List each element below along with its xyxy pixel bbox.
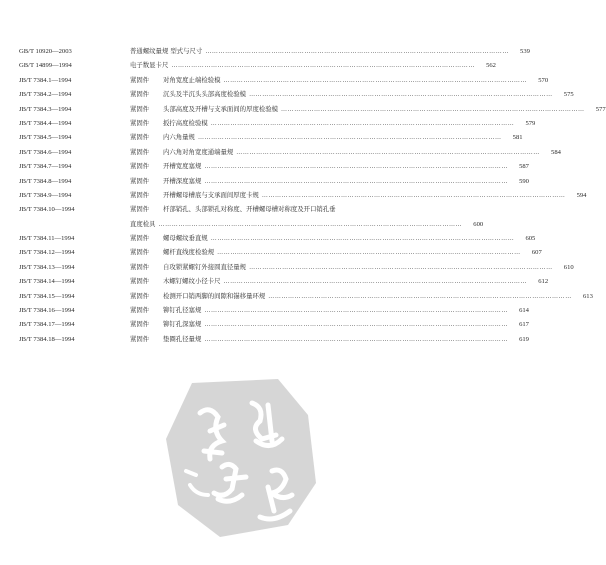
entry-title: 内六角量规 (163, 133, 195, 142)
standard-code: JB/T 7384.13—1994 (19, 263, 75, 271)
standard-code: JB/T 7384.11—1994 (19, 235, 75, 243)
page-number: 594 (576, 191, 587, 199)
standard-code: JB/T 7384.2—1994 (19, 91, 72, 99)
entry-category: 紧固件 (130, 277, 150, 286)
entry-title: 木螺钉螺纹小径卡尺 (163, 277, 221, 286)
toc-entry (19, 130, 523, 144)
page-number: 605 (525, 235, 536, 243)
toc-entry (19, 317, 529, 331)
entry-category: 紧固件 (130, 118, 150, 127)
entry-category: 紧固件 (130, 248, 150, 257)
entry-title: 直度检具 (130, 219, 156, 228)
dot-leader: ………………………………………………………………………………………………………………………… (268, 292, 572, 300)
toc-entry (19, 202, 430, 216)
dot-leader: ………………………………………………………………………………………………………………………… (210, 119, 515, 127)
entry-title: 沉头及半沉头头部高度检验模 (163, 90, 247, 99)
page-number: 590 (519, 177, 529, 185)
entry-title: 杆部销孔、头部锁孔对称度、开槽螺母槽对称度及开口销孔垂 (163, 205, 336, 214)
page-number: 614 (519, 307, 529, 315)
dot-leader: ………………………………………………………………………………………………………………………… (204, 163, 508, 171)
toc-entry (19, 274, 549, 288)
page-number: 607 (531, 249, 542, 257)
entry-title: 电子数显卡尺 (130, 61, 169, 70)
dot-leader: ………………………………………………………………………………………………………………………… (158, 220, 463, 228)
entry-title: 开槽深度塞规 (163, 176, 202, 185)
entry-category: 紧固件 (130, 291, 150, 300)
entry-category: 紧固件 (130, 162, 150, 171)
toc-entry (19, 260, 574, 274)
entry-category: 紧固件 (130, 190, 150, 199)
standard-code: JB/T 7384.15—1994 (19, 292, 75, 300)
page-number: 600 (473, 220, 484, 228)
entry-title: 自攻锁紧螺钉外接圆直径量规 (163, 262, 247, 271)
page-number: 587 (519, 163, 529, 171)
standard-code: JB/T 7384.7—1994 (19, 163, 72, 171)
entry-category: 紧固件 (130, 176, 150, 185)
standard-code: JB/T 7384.8—1994 (19, 177, 72, 185)
entry-title: 扳拧高度检验模 (163, 118, 208, 127)
entry-category: 紧固件 (130, 334, 150, 343)
toc-entry (19, 174, 529, 188)
standard-code: GB/T 14899—1994 (19, 62, 72, 70)
standard-code: JB/T 7384.16—1994 (19, 307, 75, 315)
entry-category: 紧固件 (130, 234, 150, 243)
entry-category: 紧固件 (130, 90, 150, 99)
dot-leader: ………………………………………………………………………………………………………………………… (236, 148, 540, 156)
toc-entry (19, 102, 606, 116)
toc-entry (19, 245, 542, 259)
page-number: 575 (563, 91, 574, 99)
dot-leader: ………………………………………………………………………………………………………………………… (223, 76, 528, 84)
toc-entry (19, 145, 561, 159)
toc-entry (19, 87, 574, 101)
entry-category: 紧固件 (130, 205, 150, 214)
dot-leader: ………………………………………………………………………………………………………………………… (204, 321, 508, 329)
page-number: 539 (520, 48, 530, 55)
dot-leader: ………………………………………………………………………………………………………………………… (204, 307, 508, 315)
standard-code: JB/T 7384.18—1994 (19, 335, 75, 343)
toc-entry (19, 44, 530, 58)
page-number: 579 (525, 119, 536, 127)
page-number: 610 (563, 263, 574, 271)
toc-entry (19, 73, 549, 87)
entry-category: 紧固件 (130, 320, 150, 329)
entry-category: 紧固件 (130, 133, 150, 142)
dot-leader: ………………………………………………………………………………………………………………………… (210, 235, 515, 243)
standard-code: JB/T 7384.6—1994 (19, 148, 72, 156)
page-number: 577 (595, 105, 606, 113)
entry-category: 紧固件 (130, 75, 150, 84)
standard-code: JB/T 7384.4—1994 (19, 119, 72, 127)
page-number: 619 (519, 335, 529, 343)
dot-leader: ………………………………………………………………………………………………………………………… (197, 134, 502, 142)
standard-code: JB/T 7384.17—1994 (19, 321, 75, 329)
standard-code: JB/T 7384.12—1994 (19, 249, 75, 257)
toc-entry (19, 332, 529, 346)
toc-entry (19, 58, 496, 72)
standard-code: JB/T 7384.9—1994 (19, 191, 72, 199)
dot-leader: ………………………………………………………………………………………………………………………… (171, 62, 475, 70)
entry-category: 紧固件 (130, 104, 150, 113)
toc-entry (19, 116, 536, 130)
entry-category: 紧固件 (130, 306, 150, 315)
entry-title: 垫圈孔径量规 (163, 334, 202, 343)
entry-title: 开槽宽度塞规 (163, 162, 202, 171)
standard-code: JB/T 7384.5—1994 (19, 134, 72, 142)
page-number: 570 (538, 76, 549, 84)
entry-category: 紧固件 (130, 262, 150, 271)
toc-entry (19, 188, 587, 202)
entry-title: 铆钉孔深塞规 (163, 320, 202, 329)
entry-title: 对角宽度止端检验模 (163, 75, 221, 84)
toc-entry (19, 231, 536, 245)
entry-title: 螺杆直线度检验规 (163, 248, 215, 257)
standard-code: JB/T 7384.10—1994 (19, 206, 75, 214)
page-number: 612 (538, 278, 549, 286)
entry-title: 开槽螺母槽底与支承面间厚度卡规 (163, 190, 259, 199)
page-number: 617 (519, 321, 529, 329)
watermark-seal (160, 375, 320, 540)
entry-title: 内六角对角宽度通端量规 (163, 147, 234, 156)
dot-leader: ………………………………………………………………………………………………………………………… (217, 249, 521, 257)
toc-entry-continuation (19, 217, 484, 231)
toc-entry (19, 159, 529, 173)
entry-category: 紧固件 (130, 147, 150, 156)
entry-title: 头部高度及开槽与支承面间的厚度检验模 (163, 104, 279, 113)
standard-code: JB/T 7384.14—1994 (19, 278, 75, 286)
standard-code: JB/T 7384.1—1994 (19, 76, 72, 84)
page-number: 584 (551, 148, 561, 156)
dot-leader: ………………………………………………………………………………………………………………………… (249, 91, 553, 99)
toc-entry (19, 289, 593, 303)
dot-leader: ………………………………………………………………………………………………………………………… (249, 263, 553, 271)
dot-leader: ………………………………………………………………………………………………………………………… (261, 191, 566, 199)
page-number: 581 (512, 134, 523, 142)
dot-leader: ………………………………………………………………………………………………………………………… (223, 278, 528, 286)
toc-entry (19, 303, 529, 317)
page-number: 613 (582, 292, 593, 300)
entry-title: 检测开口销两脚的间隙和锚移量环规 (163, 291, 266, 300)
dot-leader: ………………………………………………………………………………………………………………………… (281, 105, 585, 113)
dot-leader: ………………………………………………………………………………………………………………………… (205, 48, 509, 55)
entry-title: 螺母螺纹垂直规 (163, 234, 208, 243)
standard-code: JB/T 7384.3—1994 (19, 105, 72, 113)
table-of-contents (19, 44, 606, 346)
page-number: 562 (486, 62, 496, 70)
entry-title: 铆钉孔径塞规 (163, 306, 202, 315)
entry-title: 普通螺纹量规 型式与尺寸 (130, 47, 203, 55)
dot-leader: ………………………………………………………………………………………………………………………… (204, 177, 508, 185)
dot-leader: ………………………………………………………………………………………………………………………… (204, 335, 508, 343)
standard-code: GB/T 10920—2003 (19, 48, 72, 55)
